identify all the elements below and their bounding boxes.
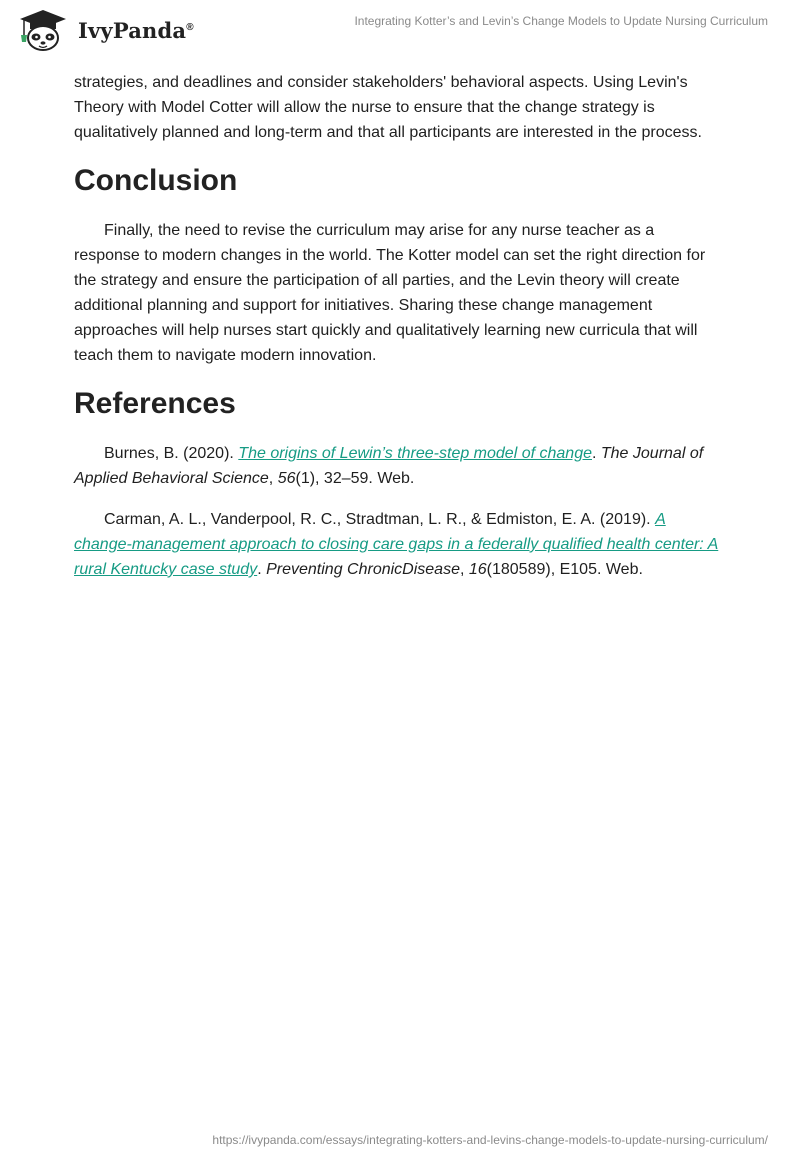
reference-item: Carman, A. L., Vanderpool, R. C., Stradtman, L. R., & Edmiston, E. A. (2019). A change-management approach to closing care gaps in a federally qualified health center: A rural Kentucky case study. Preventing ChronicDisease, 16(180589), E105. Web. — [74, 511, 719, 578]
references-heading: References — [74, 387, 236, 420]
conclusion-paragraph: Finally, the need to revise the curriculum may arise for any nurse teacher as a response to modern changes in the world. The Kotter model can set the right direction for the strategy and ensure the participation of all parties, and the Levin theory will create additional planning and support for initiatives. Sharing these change management approaches will help nurses start quickly and qualitatively learning new curricula that will teach them to navigate modern innovation. — [74, 222, 706, 364]
intro-paragraph: strategies, and deadlines and consider stakeholders' behavioral aspects. Using Levin's Theory with Model Cotter will allow the nurse to ensure that the change strategy is qualitatively planned and long-term and that all participants are interested in the process. — [74, 74, 702, 141]
footer-url[interactable]: https://ivypanda.com/essays/integrating-kotters-and-levins-change-models-to-update-nursing-curriculum/ — [212, 1133, 768, 1147]
journal-name: Preventing ChronicDisease — [266, 561, 460, 578]
volume: 56 — [277, 470, 296, 487]
reference-link[interactable]: The origins of Lewin’s three-step model of change — [238, 445, 592, 462]
conclusion-heading: Conclusion — [74, 164, 238, 197]
reference-link[interactable]: A change-management approach to closing care gaps in a federally qualified health center: A rural Kentucky case study — [74, 511, 719, 578]
brand-name: IvyPanda® — [78, 17, 194, 43]
essay-content — [74, 70, 724, 598]
volume: 16 — [468, 561, 487, 578]
panda-graduate-icon — [14, 8, 72, 52]
page-header — [0, 0, 800, 60]
logo[interactable] — [14, 8, 194, 52]
document-title: Integrating Kotter’s and Levin’s Change Models to Update Nursing Curriculum — [354, 14, 768, 28]
journal-name: The Journal of Applied Behavioral Science — [74, 445, 704, 487]
reference-item: Burnes, B. (2020). The origins of Lewin’s three-step model of change. The Journal of Applied Behavioral Science, 56(1), 32–59. Web. — [74, 445, 704, 487]
